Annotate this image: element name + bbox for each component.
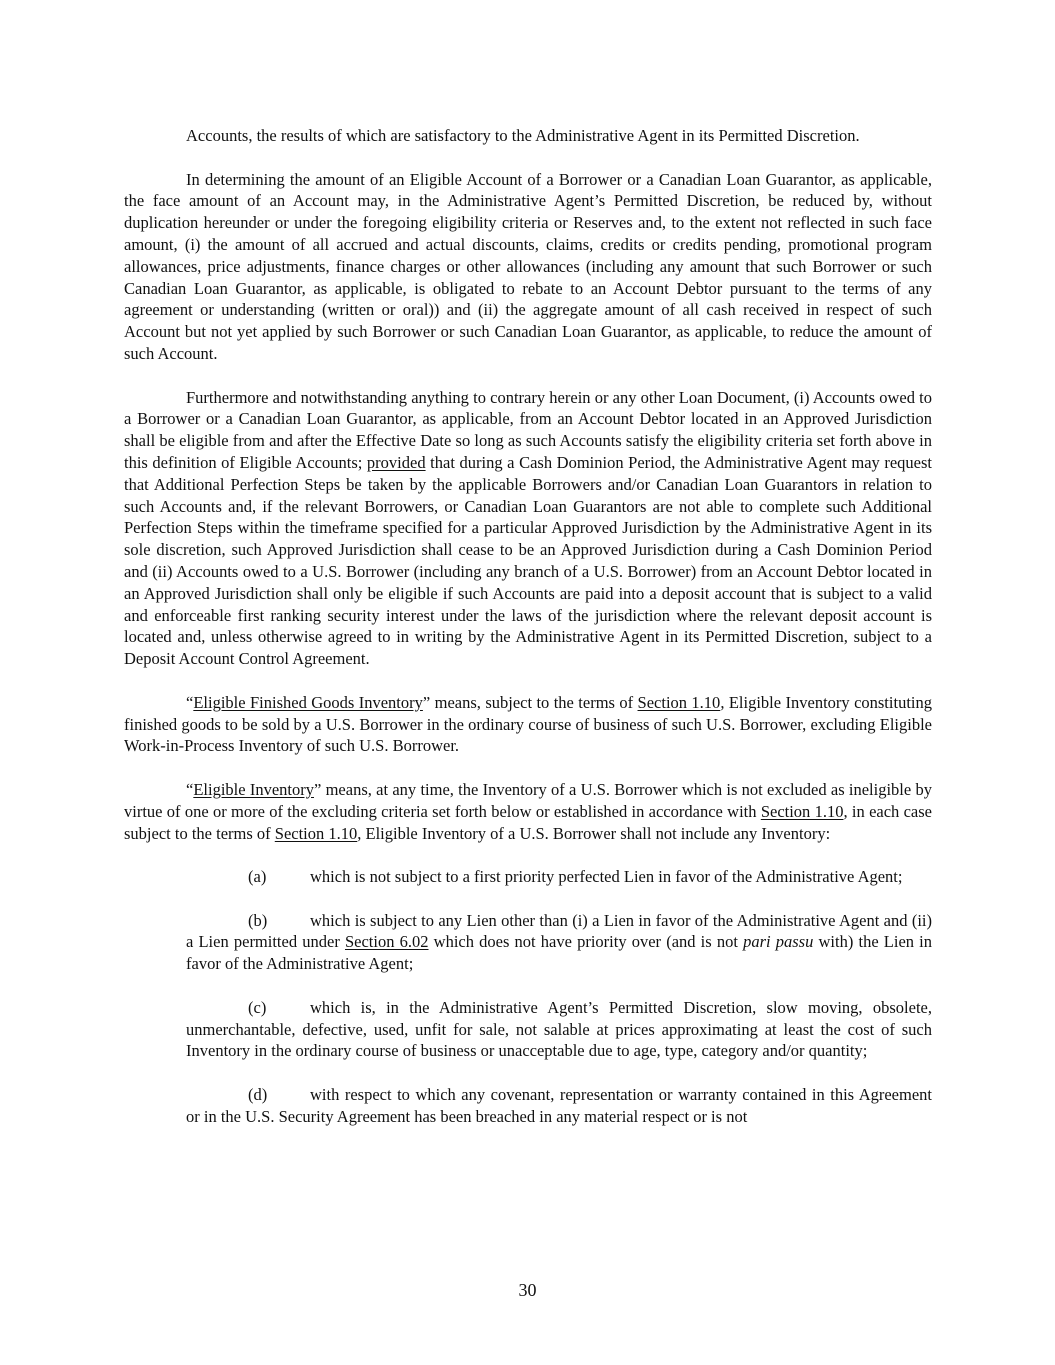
definition-eligible-finished-goods-inventory bbox=[124, 692, 932, 757]
defined-term: Eligible Inventory bbox=[193, 779, 314, 799]
clause-b bbox=[124, 910, 932, 975]
paragraph-text: that during a Cash Dominion Period, the Administrative Agent may request that Additional Perfection Steps be taken by the applicable Borrowers and/or Canadian Loan Guarantors in relation to such Accounts and, if the relevant Borrowers, or Canadian Loan Guarantors are not able to complete such Additional Perfection Steps within the timeframe specified for a particular Approved Jurisdiction by the Administrative Agent in its sole discretion, such Approved Jurisdiction shall cease to be an Approved Jurisdiction during a Cash Dominion Period and (ii) Accounts owed to a U.S. Borrower (including any branch of a U.S. Borrower) from an Account Debtor located in an Approved Jurisdiction shall only be eligible if such Accounts are paid into a deposit account that is subject to a valid and enforceable first ranking security interest under the laws of the jurisdiction where the relevant deposit account is located and, unless otherwise agreed to in writing by the Administrative Agent in its Permitted Discretion, subject to a Deposit Account Control Agreement. bbox=[124, 452, 933, 669]
definition-text: , Eligible Inventory constituting finished goods to be sold by a U.S. Borrower in the ordinary course of business of such U.S. Borrower, excluding Eligible Work-in-Process Inventory of such U.S. Borrower. bbox=[124, 692, 932, 756]
paragraph-text: In determining the amount of an Eligible Account of a Borrower or a Canadian Loan Guarantor, as applicable, the face amount of an Account may, in the Administrative Agent’s Permitted Discretion, be reduced by, without duplication hereunder or under the foregoing eligibility criteria or Reserves and, to the extent not reflected in such face amount, (i) the amount of all accrued and actual discounts, claims, credits or credits pending, promotional program allowances, price adjustments, finance charges or other allowances (including any amount that such Borrower or such Canadian Loan Guarantor, as applicable, is obligated to rebate to an Account Debtor pursuant to the terms of any agreement or understanding (written or oral)) and (ii) the aggregate amount of all cash received in respect of such Account but not yet applied by such Borrower or such Canadian Loan Guarantor, as applicable, to reduce the amount of such Account. bbox=[124, 169, 932, 363]
definition-text: , Eligible Inventory of a U.S. Borrower shall not include any Inventory: bbox=[357, 823, 831, 843]
clause-a bbox=[124, 866, 932, 888]
open-quote: “ bbox=[186, 692, 194, 712]
page-number: 30 bbox=[518, 1280, 537, 1300]
clause-text: which is not subject to a first priority perfected Lien in favor of the Administrative Agent; bbox=[310, 867, 903, 887]
paragraph-text: Furthermore and notwithstanding anything to contrary herein or any other Loan Document, (i) Accounts owed to a Borrower or a Canadian Loan Guarantor, as applicable, from an Account Debtor located in an Approved Jurisdiction shall be eligible from and after the Effective Date so long as such Accounts satisfy the eligibility criteria set forth above in this definition of Eligible Accounts; bbox=[124, 387, 932, 472]
italic-term: pari passu bbox=[743, 932, 814, 952]
section-reference: Section 1.10 bbox=[274, 823, 358, 843]
clause-label: (b) bbox=[248, 910, 268, 930]
clause-text: which is, in the Administrative Agent’s Permitted Discretion, slow moving, obsolete, unmerchantable, defective, used, unfit for sale, not salable at prices approximating at least the cost of such Inventory in the ordinary course of business or unacceptable due to age, type, category and/or quantity; bbox=[186, 997, 932, 1061]
clause-c bbox=[124, 997, 932, 1062]
section-reference: Section 6.02 bbox=[344, 932, 429, 952]
clause-text: with) the Lien in favor of the Administrative Agent; bbox=[186, 932, 933, 974]
clause-text: with respect to which any covenant, representation or warranty contained in this Agreement or in the U.S. Security Agreement has been breached in any material respect or is not bbox=[186, 1085, 932, 1126]
document-body bbox=[124, 125, 932, 1128]
section-reference: Section 1.10 bbox=[637, 692, 721, 712]
paragraph-accounts-continuation bbox=[124, 125, 932, 147]
paragraph-text: Accounts, the results of which are satisfactory to the Administrative Agent in its Permitted Discretion. bbox=[186, 126, 860, 145]
definition-text: ” means, subject to the terms of bbox=[422, 692, 634, 712]
clause-text: which is subject to any Lien other than (i) a Lien in favor of the Administrative Agent and (ii) a Lien permitted under bbox=[186, 910, 932, 952]
defined-term: Eligible Finished Goods Inventory bbox=[193, 692, 423, 712]
open-quote: “ bbox=[186, 779, 194, 799]
clause-d bbox=[124, 1084, 932, 1128]
definition-text: ” means, at any time, the Inventory of a U.S. Borrower which is not excluded as ineligible by virtue of one or more of the excluding criteria set forth below or established in accordance with bbox=[124, 779, 932, 821]
paragraph-eligible-account-amount bbox=[124, 169, 932, 365]
paragraph-approved-jurisdiction bbox=[124, 387, 932, 670]
clause-label: (d) bbox=[248, 1085, 268, 1105]
clause-text: which does not have priority over (and is not bbox=[433, 932, 738, 952]
provided-term: provided bbox=[366, 452, 426, 472]
definition-eligible-inventory bbox=[124, 779, 932, 844]
clause-label: (c) bbox=[248, 997, 267, 1017]
section-reference: Section 1.10 bbox=[760, 801, 844, 821]
clause-label: (a) bbox=[248, 867, 267, 887]
definition-text: , in each case subject to the terms of bbox=[124, 801, 933, 843]
